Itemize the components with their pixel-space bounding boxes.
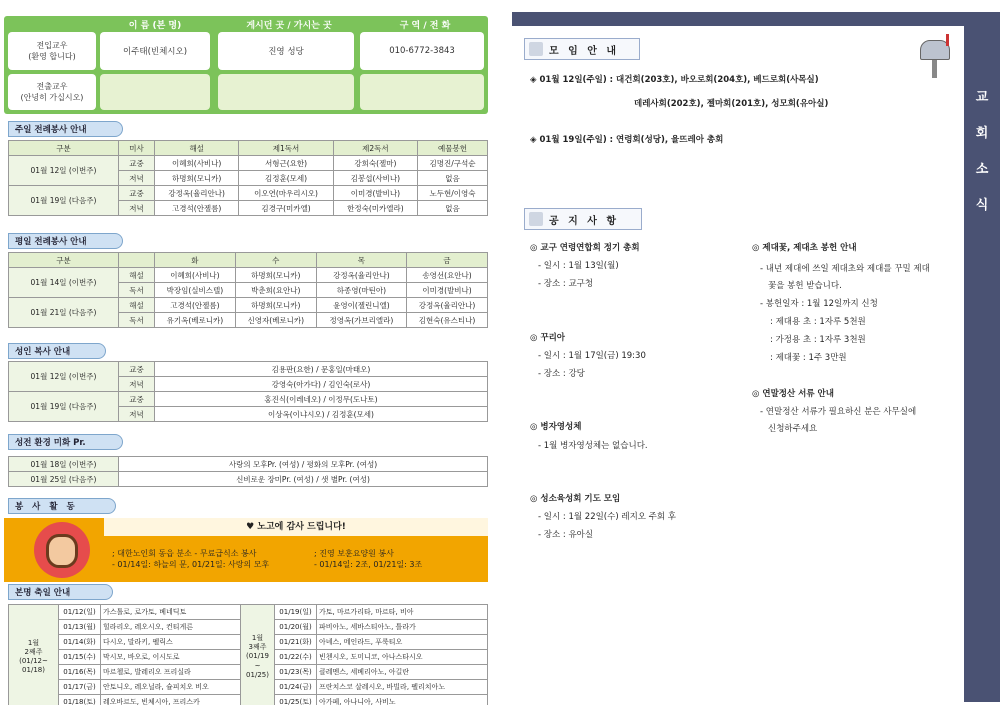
- cell: 김용판(요한) / 문홍일(마태오): [155, 362, 488, 377]
- names-cell: 가스톨로, 로가토, 베네딕토: [101, 605, 241, 620]
- cell: 김봉섭(사비나): [333, 171, 417, 186]
- thanks-text: ♥ 노고에 감사 드립니다!: [104, 518, 488, 536]
- transfer-in-label: 전입교우 (환영 합니다): [8, 32, 96, 70]
- cell: 강영숙(아가다) / 김인숙(로사): [155, 377, 488, 392]
- altar-table: [8, 361, 488, 422]
- notice2-line: - 장소 : 강당: [538, 369, 585, 379]
- date-cell: 01/23(목): [275, 665, 317, 680]
- notice1-line: - 장소 : 교구청: [538, 279, 594, 289]
- notice2-line: - 일시 : 1월 17일(금) 19:30: [538, 351, 646, 361]
- date-cell: 01/12(일): [59, 605, 101, 620]
- cell: 이미경(발비나): [407, 283, 488, 298]
- sunday-table: [8, 140, 488, 216]
- notice5-line: - 봉헌일자 : 1월 12일까지 신청: [760, 299, 878, 309]
- names-cell: 파비아노, 세바스티아노, 틀라가: [317, 620, 488, 635]
- cell: 하종영(마틴아): [316, 283, 406, 298]
- notice-title-text: 공 지 사 항: [549, 215, 620, 227]
- table-header-row: [9, 253, 488, 268]
- notice2-title: ◎ 꾸리아: [530, 333, 566, 343]
- weekday-section-title: 평일 전례봉사 안내: [8, 233, 123, 249]
- col-header: 예물봉헌: [418, 141, 488, 156]
- meeting2-date-text: ◈ 01월 19일(주일) :: [530, 135, 617, 145]
- clean-table: [8, 456, 488, 487]
- date-cell: 01월 25일 (다음주): [9, 472, 119, 487]
- notice4-line: - 일시 : 1월 22일(수) 레지오 주회 후: [538, 512, 677, 522]
- header-band: [512, 12, 964, 26]
- mass-cell: 저녁: [119, 377, 155, 392]
- notice-section-title: [524, 208, 642, 230]
- date-cell: 01월 14일 (이번주): [9, 268, 119, 298]
- role-cell: 해설: [119, 268, 155, 283]
- feast-table: [8, 604, 488, 705]
- cell: 강희숙(젤마): [333, 156, 417, 171]
- date-cell: 01/20(월): [275, 620, 317, 635]
- table-row: [9, 392, 488, 407]
- names-cell: 가토, 마르가리타, 마르타, 비아: [317, 605, 488, 620]
- cell: 고경석(안젤름): [155, 298, 236, 313]
- table-row: [9, 268, 488, 283]
- transfer-out-label: 전출교우 (안녕히 가십시오): [8, 74, 96, 110]
- date-cell: 01/24(금): [275, 680, 317, 695]
- cell: 없음: [418, 201, 488, 216]
- cell: 유기옥(베로니카): [155, 313, 236, 328]
- transfer-in-place: 진영 성당: [218, 32, 354, 70]
- names-cell: 빈첸시오, 도미니코, 아나스타시오: [317, 650, 488, 665]
- notice3-line: - 1월 병자영성체는 없습니다.: [538, 441, 648, 451]
- mass-cell: 교중: [119, 392, 155, 407]
- meeting-title-text: 모 임 안 내: [549, 45, 620, 57]
- cell: 하명희(모니카): [155, 171, 239, 186]
- table-row: [9, 362, 488, 377]
- names-cell: 다시오, 말라키, 펠릭스: [101, 635, 241, 650]
- cell: 이상옥(이냐시오) / 김정훈(모세): [155, 407, 488, 422]
- names-cell: 프란치스코 살레시오, 바빌라, 펠리치아노: [317, 680, 488, 695]
- date-cell: 01/14(화): [59, 635, 101, 650]
- cell: 박춘희(요안나): [235, 283, 316, 298]
- role-cell: 독서: [119, 313, 155, 328]
- side-label-char: 교: [975, 90, 989, 105]
- notice4-line: - 장소 : 유아실: [538, 530, 594, 540]
- header-place: 게시던 곳 / 가시는 곳: [246, 21, 332, 31]
- col-header: 구분: [9, 141, 119, 156]
- mass-cell: 저녁: [119, 171, 155, 186]
- section-icon: [529, 42, 543, 56]
- role-cell: 해설: [119, 298, 155, 313]
- transfer-in-phone: 010-6772-3843: [360, 32, 484, 70]
- meeting2: [530, 133, 723, 145]
- date-cell: 01/15(수): [59, 650, 101, 665]
- date-cell: 01/22(수): [275, 650, 317, 665]
- side-label-char: 식: [975, 198, 989, 213]
- cell: 신영자(베로니카): [235, 313, 316, 328]
- cell: 윤영이(젤린니엘): [316, 298, 406, 313]
- cell: 김경구(미카엘): [239, 201, 333, 216]
- notice3-title: ◎ 병자영성체: [530, 422, 582, 432]
- role-cell: 독서: [119, 283, 155, 298]
- notice4-title: ◎ 성소육성회 기도 모임: [530, 494, 621, 504]
- table-row: [9, 605, 488, 620]
- mailbox-icon: [916, 34, 956, 80]
- table-row: [9, 186, 488, 201]
- family-illustration-icon: [34, 522, 90, 578]
- cell: 정영옥(가브리엘라): [316, 313, 406, 328]
- section-icon: [529, 212, 543, 226]
- cell: 이오연(마우리시오): [239, 186, 333, 201]
- meeting2-groups: 연령회(성당), 율뜨레아 총회: [616, 135, 724, 145]
- cell: 이혜희(사비나): [155, 268, 236, 283]
- names-cell: 마르첼로, 발레리오 프리실라: [101, 665, 241, 680]
- names-cell: 막시모, 바오로, 이시도로: [101, 650, 241, 665]
- cell: 서형근(요한): [239, 156, 333, 171]
- table-row: [9, 472, 488, 487]
- mass-cell: 교중: [119, 362, 155, 377]
- col-header: 제1독서: [239, 141, 333, 156]
- service-left-line2: - 01/14일: 하늘의 문, 01/21일: 사랑의 모후: [112, 560, 270, 569]
- cell: 신비로운 장미Pr. (여성) / 샛 별Pr. (여성): [119, 472, 488, 487]
- side-bar: [964, 12, 1000, 702]
- header-phone: 구 역 / 전 화: [399, 21, 451, 31]
- col-header: 제2독서: [333, 141, 417, 156]
- service-right-line2: - 01/14일: 2조, 01/21일: 3조: [314, 560, 423, 569]
- cell: 사랑의 모후Pr. (여성) / 평화의 모후Pr. (여성): [119, 457, 488, 472]
- col-header: [119, 253, 155, 268]
- table-header-row: [9, 141, 488, 156]
- names-cell: 안토니오, 레오닐라, 슐피치오 비오: [101, 680, 241, 695]
- transfer-out-phone: [360, 74, 484, 110]
- cell: 송영선(요안나): [407, 268, 488, 283]
- right-column: [512, 0, 1000, 705]
- cell: 이혜희(사비나): [155, 156, 239, 171]
- side-label-char: 회: [975, 126, 989, 141]
- notice5-line: - 내년 제대에 쓰일 제대초와 제대를 꾸밀 제대: [760, 264, 930, 274]
- meeting-section-title: [524, 38, 640, 60]
- names-cell: 레오바르도, 빈체시아, 프리스카: [101, 695, 241, 705]
- clean-section-title: 성전 환경 미화 Pr.: [8, 434, 123, 450]
- date-cell: 01월 19일 (다음주): [9, 186, 119, 216]
- week-cell: 1월 3째주 (01/19 ~ 01/25): [241, 605, 275, 705]
- service-left-line1: ; 대한노인회 동읍 분소 - 무료급식소 봉사: [112, 549, 257, 558]
- transfer-out-name: [100, 74, 210, 110]
- cell: 고경석(안젤름): [155, 201, 239, 216]
- notice5-line: : 제대꽃 : 1주 3만원: [770, 353, 847, 363]
- altar-section-title: 성인 복사 안내: [8, 343, 106, 359]
- date-cell: 01/16(목): [59, 665, 101, 680]
- date-cell: 01/18(토): [59, 695, 101, 705]
- table-row: [9, 298, 488, 313]
- cell: 하명희(모니카): [235, 298, 316, 313]
- cell: 한정숙(미카엘라): [333, 201, 417, 216]
- weekday-table: [8, 252, 488, 328]
- cell: 없음: [418, 171, 488, 186]
- cell: 박장임(실비스텔): [155, 283, 236, 298]
- mass-cell: 교중: [119, 156, 155, 171]
- col-header: 금: [407, 253, 488, 268]
- notice6-line: 신청하주세요: [768, 424, 818, 434]
- cell: 김현숙(유스티나): [407, 313, 488, 328]
- date-cell: 01월 19일 (다음주): [9, 392, 119, 422]
- notice6-title: ◎ 연말정산 서류 안내: [752, 389, 834, 399]
- date-cell: 01/13(월): [59, 620, 101, 635]
- transfer-in-name: 이주태(빈체시오): [100, 32, 210, 70]
- notice5-line: : 가정용 초 : 1자루 3천원: [770, 335, 866, 345]
- date-cell: 01/17(금): [59, 680, 101, 695]
- names-cell: 아녜스, 메인라드, 푸룩티오: [317, 635, 488, 650]
- notice5-line: 꽃을 봉헌 받습니다.: [768, 281, 842, 291]
- col-header: 구분: [9, 253, 119, 268]
- cell: 홍진식(이레네오) / 이정무(도나토): [155, 392, 488, 407]
- cell: 노두현/이영숙: [418, 186, 488, 201]
- names-cell: 힐라리오, 레오시오, 컨티게른: [101, 620, 241, 635]
- content-panel: [512, 26, 964, 705]
- week-cell: 1월 2째주 (01/12~ 01/18): [9, 605, 59, 705]
- cell: 김명진/구석순: [418, 156, 488, 171]
- meeting1-groups-2: 데레사회(202호), 젤마회(201호), 성모회(유아실): [634, 99, 829, 109]
- meeting1-groups: 대건회(203호), 바오로회(204호), 베드로회(사목실): [616, 75, 819, 85]
- names-cell: 클레멘스, 세베리아노, 아길란: [317, 665, 488, 680]
- notice5-line: : 제대용 초 : 1자루 5천원: [770, 317, 866, 327]
- cell: 김정훈(모세): [239, 171, 333, 186]
- mass-cell: 교중: [119, 186, 155, 201]
- mass-cell: 저녁: [119, 407, 155, 422]
- date-cell: 01/19(일): [275, 605, 317, 620]
- meeting1-date-text: ◈ 01월 12일(주일) :: [530, 75, 617, 85]
- feast-section-title: 본명 축일 안내: [8, 584, 113, 600]
- meeting1-date: [530, 73, 819, 85]
- table-row: [9, 457, 488, 472]
- col-header: 목: [316, 253, 406, 268]
- col-header: 미사: [119, 141, 155, 156]
- names-cell: 아가페, 아나니아, 사비노: [317, 695, 488, 705]
- date-cell: 01월 12일 (이번주): [9, 156, 119, 186]
- cell: 강정옥(율리안나): [407, 298, 488, 313]
- col-header: 수: [235, 253, 316, 268]
- transfer-box: [4, 16, 488, 114]
- date-cell: 01월 18일 (이번주): [9, 457, 119, 472]
- side-label-char: 소: [975, 162, 989, 177]
- cell: 이미경(발비나): [333, 186, 417, 201]
- cell: 강정옥(율리안나): [316, 268, 406, 283]
- transfer-out-place: [218, 74, 354, 110]
- col-header: 해설: [155, 141, 239, 156]
- service-right-line1: ; 진영 보훈요양원 봉사: [314, 549, 394, 558]
- notice5-title: ◎ 제대꽃, 제대초 봉헌 안내: [752, 243, 857, 253]
- notice1-line: - 일시 : 1월 13일(월): [538, 261, 619, 271]
- service-section-title: 봉 사 활 동: [8, 498, 116, 514]
- header-name: 이 름 (본 명): [128, 21, 182, 31]
- table-row: [9, 156, 488, 171]
- col-header: 화: [155, 253, 236, 268]
- sunday-section-title: 주일 전례봉사 안내: [8, 121, 123, 137]
- mass-cell: 저녁: [119, 201, 155, 216]
- notice1-title: ◎ 교구 연령연합회 정기 총회: [530, 243, 640, 253]
- left-column: [4, 0, 490, 705]
- date-cell: 01/25(토): [275, 695, 317, 705]
- date-cell: 01월 21일 (다음주): [9, 298, 119, 328]
- date-cell: 01월 12일 (이번주): [9, 362, 119, 392]
- cell: 강정옥(율리안나): [155, 186, 239, 201]
- notice6-line: - 연말정산 서류가 필요하신 분은 사무실에: [760, 407, 917, 417]
- cell: 하명희(모니카): [235, 268, 316, 283]
- date-cell: 01/21(화): [275, 635, 317, 650]
